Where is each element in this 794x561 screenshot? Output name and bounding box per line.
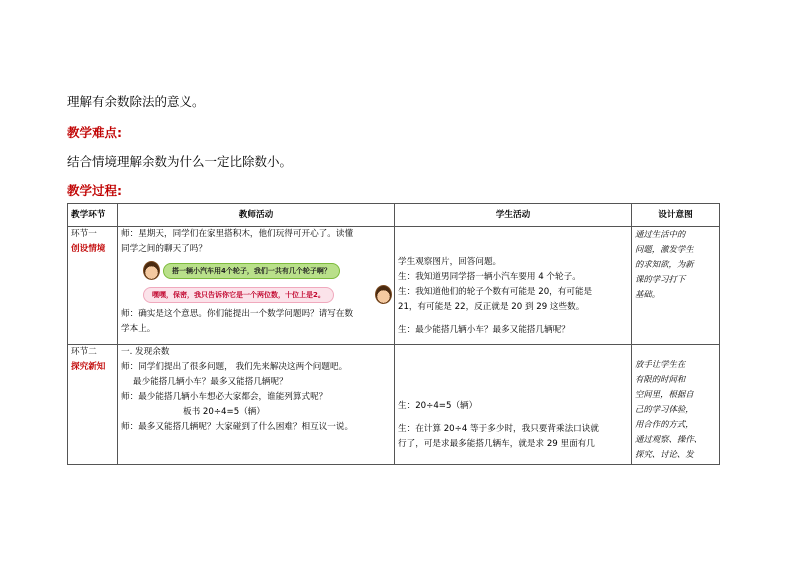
segment-cell [68, 345, 118, 465]
board-writing: 板书 20÷4=5（辆） [183, 407, 265, 417]
student-activity-cell [395, 227, 632, 345]
intent-text: 探究、讨论、发 [635, 449, 694, 459]
segment-subtitle: 创设情境 [71, 244, 106, 254]
intent-text: 通过生活中的 [635, 229, 686, 239]
teacher-text: 师：最少能搭几辆小车想必大家都会，谁能列算式呢？ [121, 392, 328, 402]
teacher-text: 师：最多又能搭几辆呢？大家碰到了什么困难？相互议一说。 [121, 422, 354, 432]
intent-text: 基础。 [635, 289, 661, 299]
header-teacher: 教师活动 [118, 204, 395, 227]
student-text: 行了，可是求最多能搭几辆车，就是求 29 里面有几 [398, 439, 595, 449]
objective-line: 理解有余数除法的意义。 [67, 94, 205, 109]
difficulty-heading: 教学难点: [67, 125, 122, 140]
teacher-text: 最少能搭几辆小车？最多又能搭几辆呢？ [133, 377, 288, 387]
segment-subtitle: 探究新知 [71, 362, 106, 372]
intent-text: 空间里，根据自 [635, 389, 694, 399]
boy-avatar-icon [143, 261, 160, 280]
segment-cell [68, 227, 118, 345]
student-text: 21，有可能是 22，反正就是 20 到 29 这些数。 [398, 302, 585, 312]
teacher-text: 师：星期天，同学们在家里搭积木，他们玩得可开心了。读懂 [121, 229, 354, 239]
student-text: 生：在计算 20÷4 等于多少时，我只要背乘法口诀就 [398, 424, 599, 434]
intent-text: 放手让学生在 [635, 359, 686, 369]
segment-name: 环节一 [71, 229, 97, 239]
design-intent-cell [632, 345, 720, 465]
difficulty-text: 结合情境理解余数为什么一定比除数小。 [67, 154, 293, 169]
intent-text: 的求知欲，为新 [635, 259, 694, 269]
intent-text: 问题，激发学生 [635, 244, 694, 254]
dialog-row-boy [121, 259, 391, 281]
teacher-activity-cell [118, 345, 395, 465]
segment-name: 环节二 [71, 347, 97, 357]
lesson-table [67, 203, 720, 465]
speech-bubble-boy: 搭一辆小汽车用4个轮子，我们一共有几个轮子啊？ [163, 263, 340, 279]
student-text: 生：最少能搭几辆小车？最多又能搭几辆呢？ [398, 325, 570, 335]
table-row [68, 227, 720, 345]
teacher-text: 师：同学们提出了很多问题， 我们先来解决这两个问题吧。 [121, 362, 348, 372]
design-intent-cell [632, 227, 720, 345]
header-student: 学生活动 [395, 204, 632, 227]
teacher-text: 师：确实是这个意思。你们能提出一个数学问题吗？请写在数 [121, 309, 354, 319]
header-segment: 教学环节 [68, 204, 118, 227]
student-text: 学生观察图片，回答问题。 [398, 257, 502, 267]
student-text: 生：我知道男同学搭一辆小汽车要用 4 个轮子。 [398, 272, 581, 282]
intent-text: 有限的时间和 [635, 374, 686, 384]
student-text: 生：20÷4=5（辆） [398, 401, 478, 411]
teacher-activity-cell [118, 227, 395, 345]
student-text: 生：我知道他们的轮子个数有可能是 20，有可能是 [398, 287, 593, 297]
teacher-text: 学本上。 [121, 324, 156, 334]
intent-text: 己的学习体验， [635, 404, 694, 414]
dialog-row-girl [121, 283, 391, 305]
header-intent: 设计意图 [632, 204, 720, 227]
speech-bubble-girl: 嘿嘿，保密，我只告诉你它是一个两位数，十位上是2。 [143, 287, 334, 303]
intent-text: 课的学习打下 [635, 274, 686, 284]
intent-text: 通过观察、操作、 [635, 434, 702, 444]
process-heading: 教学过程: [67, 183, 122, 198]
girl-avatar-icon [375, 285, 392, 304]
table-row [68, 345, 720, 465]
intent-text: 用合作的方式， [635, 419, 694, 429]
teacher-text: 同学之间的聊天了吗？ [121, 244, 207, 254]
table-header-row [68, 204, 720, 227]
student-activity-cell [395, 345, 632, 465]
teacher-text: 一. 发现余数 [121, 347, 170, 357]
